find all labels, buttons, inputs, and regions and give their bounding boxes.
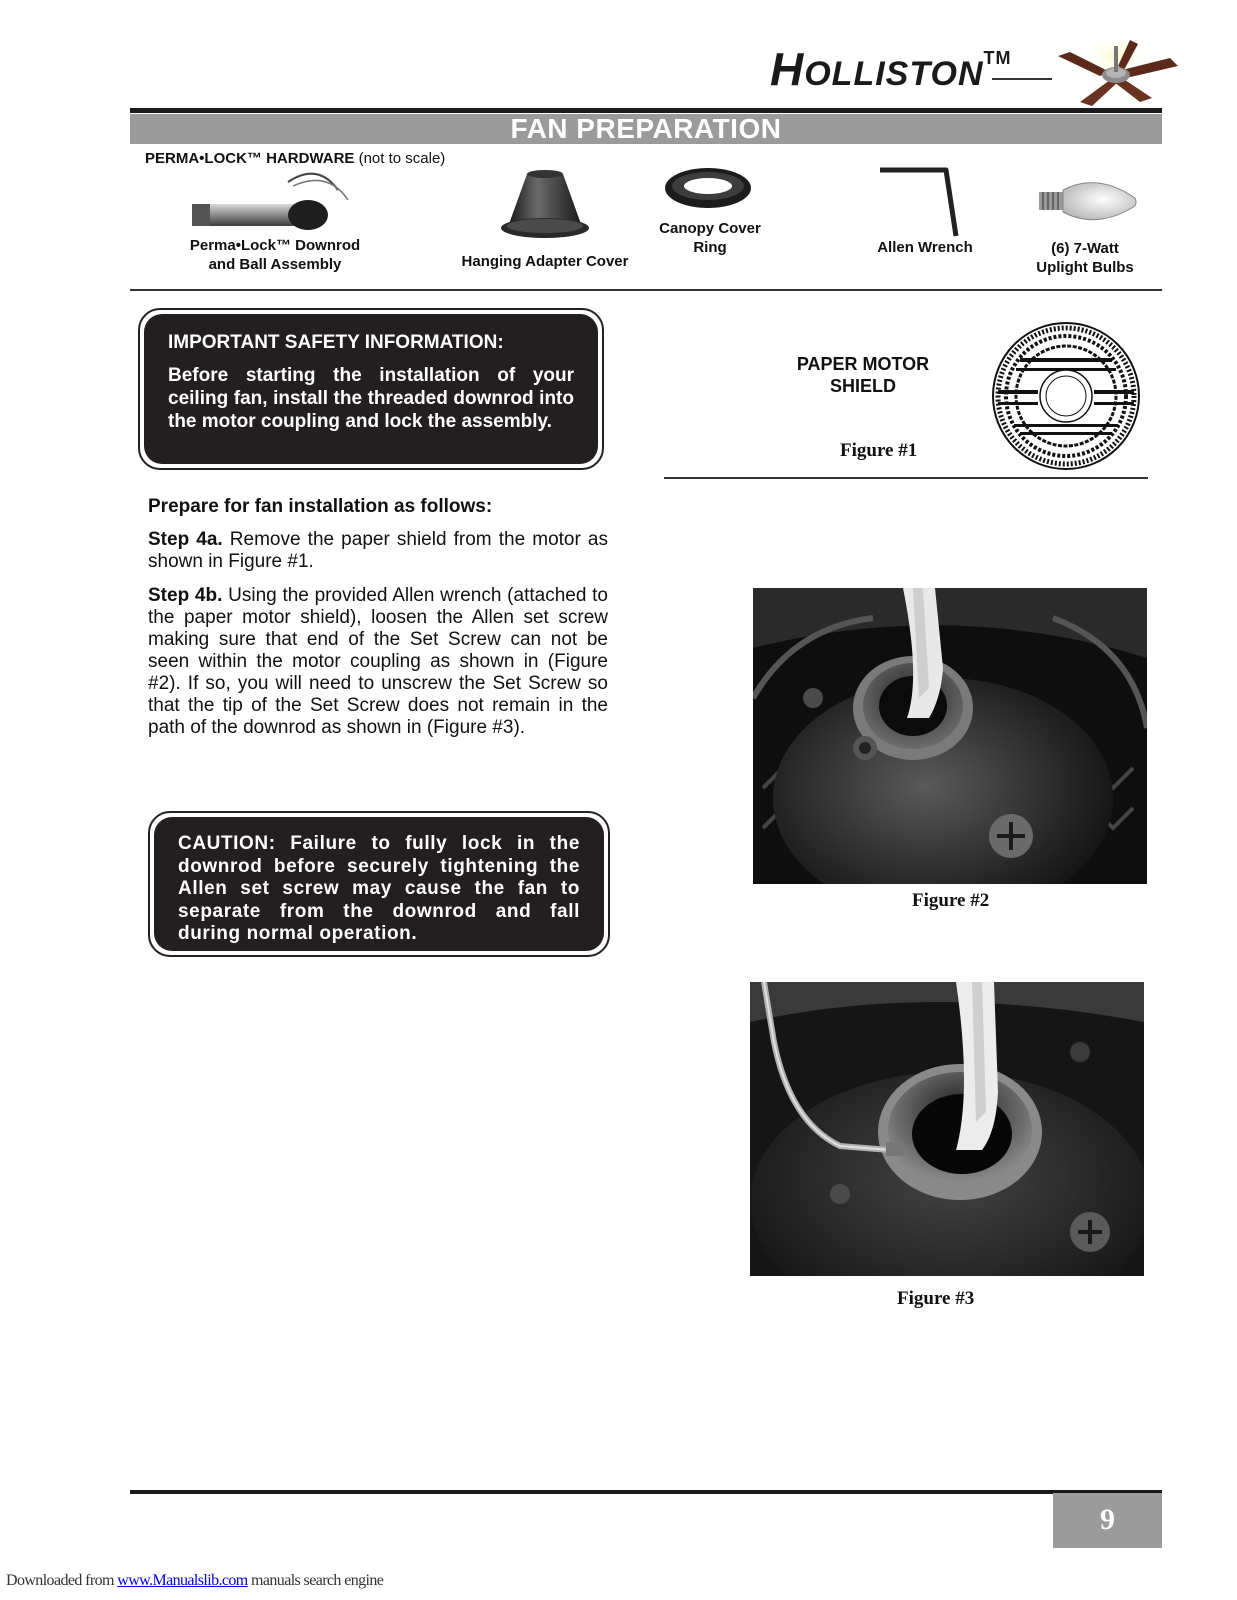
hardware-label-downrod: Perma•Lock™ Downrod and Ball Assembly xyxy=(189,237,361,273)
step-4a xyxy=(148,529,608,573)
safety-info-box xyxy=(138,308,604,470)
hardware-label-allen-wrench: Allen Wrench xyxy=(877,239,973,256)
caution-box xyxy=(148,811,610,957)
hardware-label-bulbs: (6) 7-Watt Uplight Bulbs xyxy=(1036,240,1134,276)
hanging-adapter-cover-icon xyxy=(497,166,593,246)
hardware-title-note: (not to scale) xyxy=(358,150,446,167)
allen-wrench-icon xyxy=(876,164,966,242)
step-4b xyxy=(148,585,608,739)
caution-body: CAUTION: Failure to fully lock in the downrod before securely tightening the Allen set screw may cause the fan to separate from the downrod and fall during normal operation. xyxy=(178,833,580,944)
hardware-title-bold: PERMA•LOCK™ HARDWARE xyxy=(145,150,355,167)
step-4b-text: Using the provided Allen wrench (attached to the paper motor shield), loosen the Allen set screw making sure that end of the Set Screw can not be seen within the motor coupling as shown in (Figure #2). If so, you will need to unscrew the Set Screw so that the tip of the Set Screw does not remain in the path of the downrod as shown in (Figure #3). xyxy=(148,585,608,738)
brand-rest: OLLISTON xyxy=(804,55,984,93)
figure-1-caption: Figure #1 xyxy=(840,440,918,461)
hardware-label-canopy-ring: Canopy Cover Ring xyxy=(659,220,761,256)
downrod-ball-icon xyxy=(188,160,358,240)
footer-suffix: manuals search engine xyxy=(247,1572,384,1589)
paper-motor-shield-title: PAPER MOTOR SHIELD xyxy=(796,354,930,396)
bulb-icon xyxy=(1037,176,1141,226)
instructions-heading: Prepare for fan installation as follows: xyxy=(148,496,493,517)
section-title: FAN PREPARATION xyxy=(510,113,782,144)
hardware-rule xyxy=(130,289,1162,291)
figure-1-rule xyxy=(664,477,1148,479)
brand-initial: H xyxy=(770,43,805,95)
page-number: 9 xyxy=(1100,1503,1115,1536)
step-4a-text: Remove the paper shield from the motor as shown in Figure #1. xyxy=(148,529,608,572)
footer-rule xyxy=(130,1490,1162,1494)
canopy-cover-ring-icon xyxy=(662,164,754,212)
figure-3-photo xyxy=(750,982,1144,1276)
step-4b-label: Step 4b. xyxy=(148,585,223,606)
safety-body: Before starting the installation of your ceiling fan, install the threaded downrod into the motor coupling and lock the assembly. xyxy=(168,365,574,432)
paper-motor-shield-icon xyxy=(990,320,1142,472)
brand-title xyxy=(770,42,1012,96)
download-footer xyxy=(6,1572,383,1590)
ceiling-fan-logo-icon xyxy=(1040,32,1180,112)
manualslib-link[interactable]: www.Manualslib.com xyxy=(117,1572,248,1589)
brand-trademark: TM xyxy=(983,48,1012,68)
figure-3-caption: Figure #3 xyxy=(897,1288,975,1309)
footer-prefix: Downloaded from xyxy=(6,1572,118,1589)
hardware-label-adapter-cover: Hanging Adapter Cover xyxy=(461,253,629,270)
step-4a-label: Step 4a. xyxy=(148,529,223,550)
figure-2-caption: Figure #2 xyxy=(912,890,990,911)
safety-heading: IMPORTANT SAFETY INFORMATION: xyxy=(168,332,504,353)
figure-2-photo xyxy=(753,588,1147,884)
